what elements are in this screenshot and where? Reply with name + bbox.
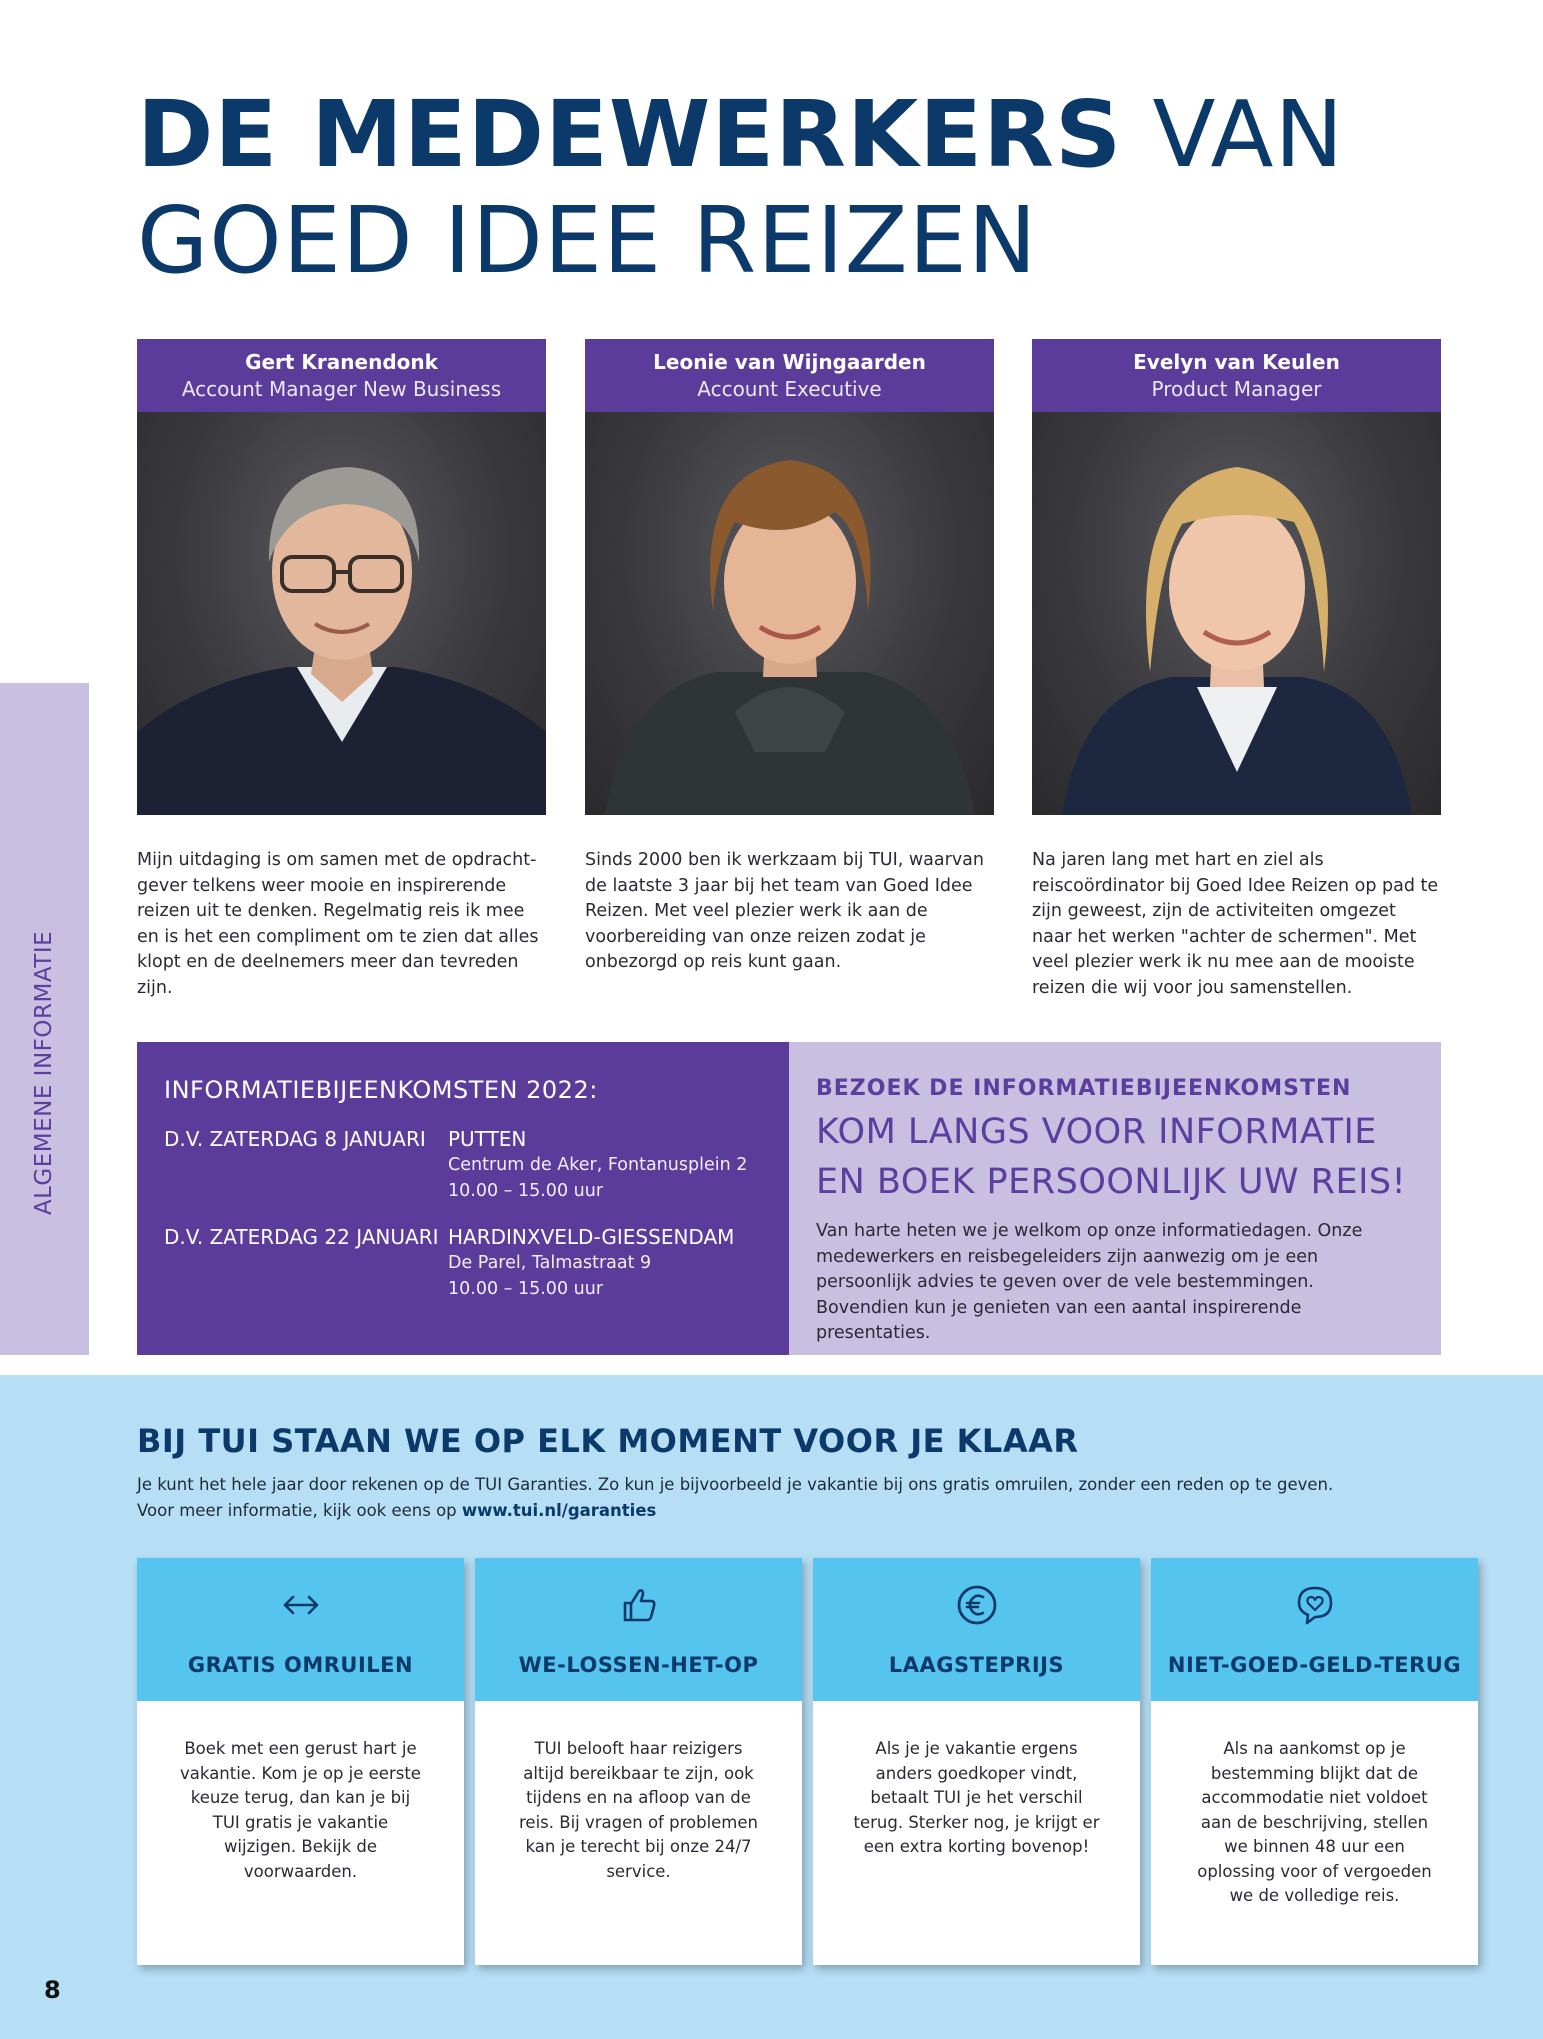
euro-icon (955, 1583, 999, 1627)
staff-card-gert (137, 339, 546, 1001)
staff-bio: Na jaren lang met hart en ziel als reiscoördinator bij Goed Idee Reizen op pad te zijn geweest, zijn de activiteiten omgezet naar het werken "achter de schermen". Met veel plezier werk ik nu mee aan de mooiste reizen die wij voor jou samenstellen. (1032, 850, 1439, 998)
guarantee-card-laagsteprijs (813, 1558, 1140, 1965)
card-body: Als je je vakantie ergens anders goedkoper vindt, betaalt TUI je het verschil terug. Sterker nog, je krijgt er een extra korting bovenop! (853, 1739, 1100, 1856)
event-place: PUTTEN (448, 1127, 527, 1151)
event-row (164, 1126, 762, 1204)
card-body: Als na aankomst op je bestemming blijkt dat de accommodatie niet voldoet aan de beschrijving, stellen we binnen 48 uur een oplossing voor of vergoeden we de volledige reis. (1197, 1739, 1432, 1905)
swap-arrows-icon (279, 1583, 323, 1627)
info-meetings-title: INFORMATIEBIJEENKOMSTEN 2022: (164, 1076, 598, 1104)
visit-title (816, 1107, 1411, 1207)
staff-photo-leonie (585, 412, 994, 815)
page-number: 8 (44, 1976, 61, 2004)
staff-header (137, 339, 546, 412)
guarantee-card-we-lossen-het-op (475, 1558, 802, 1965)
card-title: LAAGSTEPRIJS (888, 1653, 1065, 1677)
visit-title-line-1: KOM LANGS VOOR INFORMATIE (816, 1112, 1377, 1152)
heart-chat-icon (1293, 1583, 1337, 1627)
visit-title-line-2: EN BOEK PERSOONLIJK UW REIS! (816, 1162, 1407, 1202)
visit-body: Van harte heten we je welkom op onze informatiedagen. Onze medewerkers en reisbegeleiders zijn aanwezig om je een persoonlijk advies te geven over de vele bestemmingen. Bovendien kun je genieten van een aantal inspirerende presentaties. (816, 1221, 1363, 1343)
staff-header (585, 339, 994, 412)
staff-name: Gert Kranendonk (245, 350, 438, 374)
portrait-illustration (137, 412, 546, 815)
tui-guarantees-link[interactable]: www.tui.nl/garanties (461, 1501, 657, 1520)
staff-photo-evelyn (1032, 412, 1441, 815)
info-meetings-box (137, 1042, 789, 1355)
tui-intro-line-2 (137, 1498, 1333, 1524)
portrait-illustration (1032, 412, 1441, 815)
guarantee-card-niet-goed-geld-terug (1151, 1558, 1478, 1965)
event-time: 10.00 – 15.00 uur (448, 1279, 604, 1299)
tui-guarantees-intro (137, 1472, 1333, 1524)
card-title: WE-LOSSEN-HET-OP (518, 1653, 759, 1677)
card-header (1151, 1558, 1478, 1701)
guarantee-card-gratis-omruilen (137, 1558, 464, 1965)
staff-photo-gert (137, 412, 546, 815)
card-header (137, 1558, 464, 1701)
staff-card-evelyn (1032, 339, 1441, 1001)
visit-kicker: BEZOEK DE INFORMATIEBIJEENKOMSTEN (816, 1076, 1352, 1101)
staff-bio: Sinds 2000 ben ik werkzaam bij TUI, waarvan de laatste 3 jaar bij het team van Goed Idee Reizen. Met veel plezier werk ik aan de voorbereiding van onze reizen zodat je onbezorgd op reis kunt gaan. (585, 850, 984, 972)
event-time: 10.00 – 15.00 uur (448, 1181, 604, 1201)
event-venue: Centrum de Aker, Fontanusplein 2 (448, 1155, 748, 1175)
staff-name: Evelyn van Keulen (1133, 350, 1340, 374)
card-header (475, 1558, 802, 1701)
tui-guarantees-title: BIJ TUI STAAN WE OP ELK MOMENT VOOR JE KLAAR (137, 1422, 1079, 1460)
staff-bio: Mijn uitdaging is om samen met de opdracht-gever telkens weer mooie en inspirerende reizen uit te denken. Regelmatig reis ik mee en is het een compliment om te zien dat alles klopt en de deelnemers meer dan tevreden zijn. (137, 850, 539, 998)
staff-header (1032, 339, 1441, 412)
page-title (137, 81, 1345, 294)
staff-role: Product Manager (1151, 377, 1322, 401)
staff-card-leonie (585, 339, 994, 976)
side-section-label: ALGEMENE INFORMATIE (31, 930, 57, 1216)
tui-intro-line-1: Je kunt het hele jaar door rekenen op de TUI Garanties. Zo kun je bijvoorbeeld je vakantie bij ons gratis omruilen, zonder een reden op te geven. (137, 1475, 1334, 1494)
card-body: TUI belooft haar reizigers altijd bereikbaar te zijn, ook tijdens en na afloop van de reis. Bij vragen of problemen kan je terecht bij onze 24/7 service. (519, 1739, 758, 1881)
event-place: HARDINXVELD-GIESSENDAM (448, 1225, 735, 1249)
tui-intro-prefix: Voor meer informatie, kijk ook eens op (137, 1501, 462, 1520)
staff-role: Account Manager New Business (181, 377, 502, 401)
event-venue: De Parel, Talmastraat 9 (448, 1253, 652, 1273)
staff-name: Leonie van Wijngaarden (653, 350, 926, 374)
page-title-line-2: GOED IDEE REIZEN (137, 187, 1038, 294)
event-location (448, 1126, 747, 1204)
thumbs-up-icon (617, 1583, 661, 1627)
visit-invitation-box (789, 1042, 1441, 1355)
card-body: Boek met een gerust hart je vakantie. Kom je op je eerste keuze terug, dan kan je bij TUI gratis je vakantie wijzigen. Bekijk de voorwaarden. (180, 1739, 421, 1881)
event-date: D.V. ZATERDAG 8 JANUARI (164, 1127, 426, 1151)
page-title-bold: DE MEDEWERKERS (137, 81, 1123, 188)
portrait-illustration (585, 412, 994, 815)
staff-role: Account Executive (697, 377, 882, 401)
event-row (164, 1224, 762, 1302)
card-header (813, 1558, 1140, 1701)
event-date: D.V. ZATERDAG 22 JANUARI (164, 1225, 439, 1249)
event-location (448, 1224, 734, 1302)
card-title: NIET-GOED-GELD-TERUG (1167, 1653, 1462, 1677)
page-title-light: VAN (1122, 81, 1345, 188)
page-title-line-1 (137, 81, 1345, 188)
card-title: GRATIS OMRUILEN (187, 1653, 414, 1677)
